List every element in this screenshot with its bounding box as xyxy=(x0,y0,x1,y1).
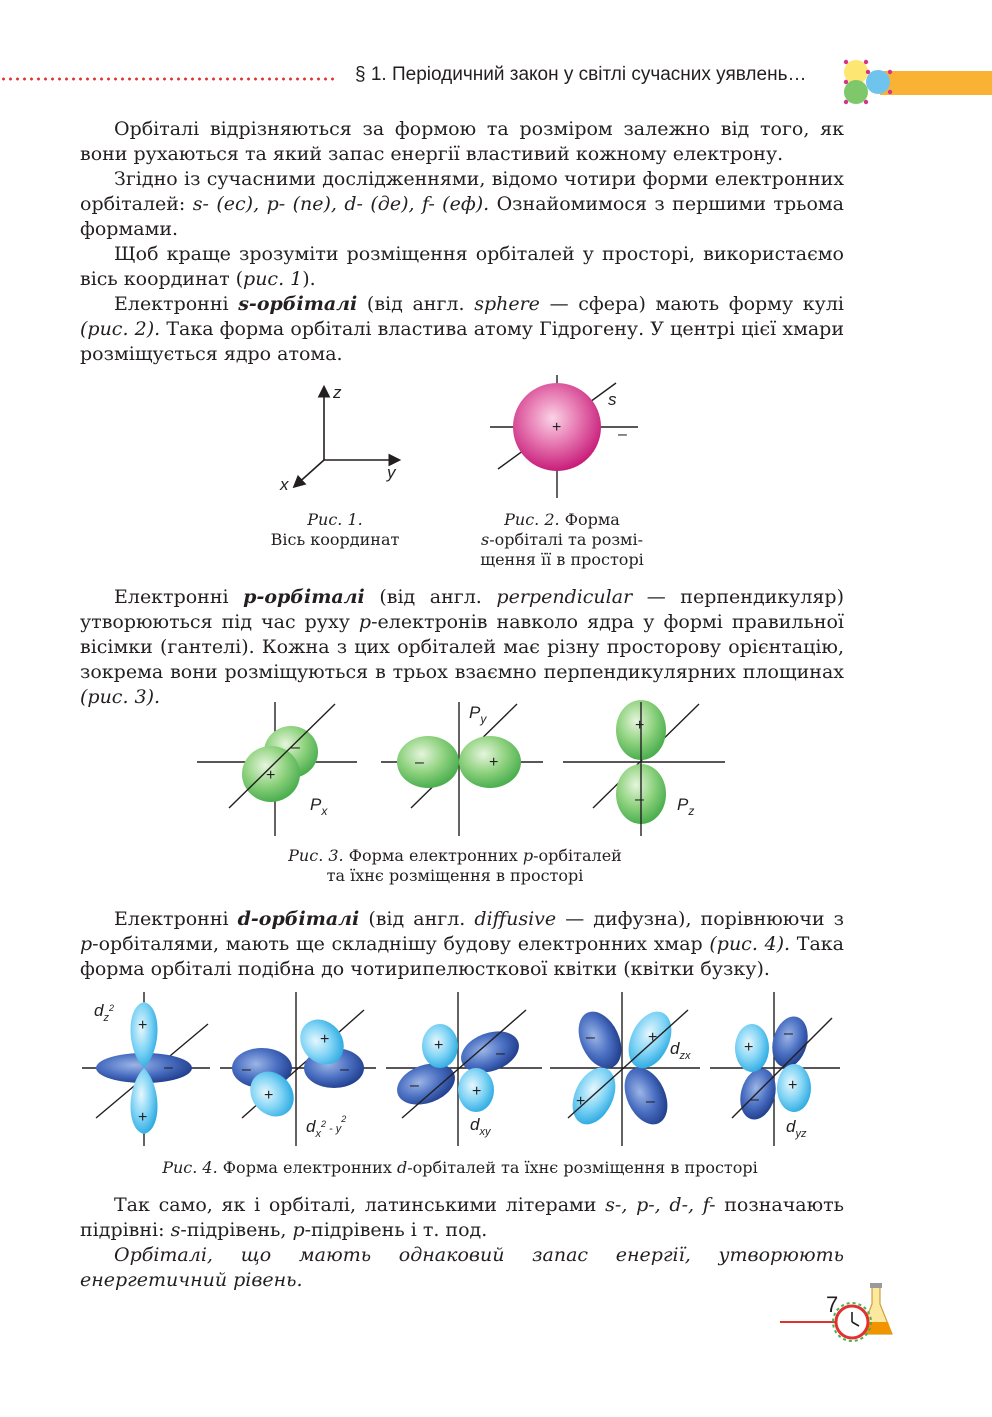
d-yz-orbital xyxy=(710,992,840,1146)
figure-1-caption: Рис. 1. Вісь координат xyxy=(270,510,400,549)
svg-text:Px: $P_x$ xyxy=(310,795,328,818)
svg-text:+: + xyxy=(320,1031,330,1048)
svg-text:+: + xyxy=(472,1083,482,1100)
paragraph-s-orbitals: Електронні s-орбіталі (від англ. sphere — сфера) мають форму кулі (рис. 2). Така форма орбіталі властива атому Гідрогену. У центрі цієї хмари розміщується ядро атома. xyxy=(80,293,844,365)
svg-text:dz2: $d_z^2$ xyxy=(94,1001,114,1024)
figure-3-p-orbitals xyxy=(195,700,735,840)
svg-text:Pz: $P_z$ xyxy=(677,795,695,818)
svg-text:+: + xyxy=(138,1109,148,1126)
svg-text:dyz: $d_{yz}$ xyxy=(786,1117,807,1140)
d-x2-y2-orbital xyxy=(220,992,376,1146)
d-z2-orbital xyxy=(82,992,210,1146)
clock-flask-icon xyxy=(832,1282,896,1342)
paragraph-sublevels: Так само, як і орбіталі, латинськими літерами s-, р-, d-, f- позначають підрівні: s-підрівень, р-підрівень і т. под. xyxy=(80,1194,844,1241)
svg-text:–: – xyxy=(784,1025,793,1042)
x-axis xyxy=(295,460,324,486)
paragraph-coordinate-axis: Щоб краще зрозуміти розміщення орбіталей у просторі, використаємо вісь координат (рис. 1). xyxy=(80,243,844,290)
svg-text:–: – xyxy=(340,1061,349,1078)
svg-text:+: + xyxy=(138,1017,148,1034)
paragraph-four-forms: Згідно із сучасними дослідженнями, відомо чотири форми електронних орбіталей: s- (ес), р- (пе), d- (де), f- (еф). Ознайомимося з першими трьома формами. xyxy=(80,168,845,240)
svg-text:–: – xyxy=(646,1093,655,1110)
page-number: 7 xyxy=(826,1292,839,1317)
header-dotted-line xyxy=(0,77,338,81)
svg-text:+: + xyxy=(489,754,499,771)
d-xy-orbital xyxy=(386,992,542,1146)
paragraph-p-orbitals: Електронні р-орбіталі (від англ. perpendicular — перпендикуляр) утворюються під час руху р-електронів навколо ядра у формі правильної вісімки (гантелі). Кожна з цих орбіталей має різну просторову орієнтацію, зокрема вони розміщуються в трьох взаємно перпендикулярних площинах (рис. 3). xyxy=(80,586,844,708)
svg-text:+: + xyxy=(744,1039,754,1056)
svg-text:+: + xyxy=(264,1087,274,1104)
svg-text:–: – xyxy=(242,1061,251,1078)
svg-text:–: – xyxy=(586,1029,595,1046)
p-y-orbital xyxy=(381,702,543,836)
y-axis-label: y xyxy=(387,463,396,482)
svg-text:+: + xyxy=(266,767,276,784)
figure-3-caption: Рис. 3. Форма електронних р-орбіталей та їхнє розміщення в просторі xyxy=(288,846,622,885)
svg-text:Py: $P_y$ xyxy=(469,703,487,726)
p-x-orbital xyxy=(197,702,357,836)
svg-text:–: – xyxy=(750,1091,759,1108)
molecule-logo-icon xyxy=(838,54,898,110)
svg-text:+: + xyxy=(788,1077,798,1094)
svg-text:+: + xyxy=(648,1029,658,1046)
svg-text:–: – xyxy=(635,791,644,808)
svg-text:dx2 - y2: $d_x^2$ $_-$ $y^2$ xyxy=(306,1114,347,1140)
figure-2-caption: Рис. 2. Форма s-орбіталі та розмі- щення її в просторі xyxy=(480,510,644,569)
paragraph-orbital-differences: Орбіталі відрізняються за формою та розміром залежно від того, як вони рухаються та який запас енергії властивий кожному електрону. xyxy=(80,118,844,165)
svg-text:+: + xyxy=(635,717,645,734)
svg-text:–: – xyxy=(291,739,300,756)
nucleus-plus-sign: + xyxy=(552,419,562,436)
svg-text:dxy: $d_{xy}$ xyxy=(470,1115,491,1138)
d-zx-orbital xyxy=(550,992,700,1146)
figure-2-s-orbital xyxy=(490,375,640,500)
svg-text:–: – xyxy=(415,754,424,771)
paragraph-energy-level-definition: Орбіталі, що мають однаковий запас енергії, утворюють енергетичний рівень. xyxy=(80,1244,844,1291)
figure-1-coordinate-axes xyxy=(275,380,405,500)
svg-text:dzx: $d_{zx}$ xyxy=(670,1039,691,1062)
x-axis-label: x xyxy=(280,475,289,494)
svg-text:+: + xyxy=(434,1037,444,1054)
z-axis-label: z xyxy=(333,383,342,402)
svg-text:–: – xyxy=(496,1045,505,1062)
svg-text:–: – xyxy=(410,1077,419,1094)
paragraph-d-orbitals: Електронні d-орбіталі (від англ. diffusive — дифузна), порівнюючи з р-орбіталями, мають ще складнішу будову електронних хмар (рис. 4). Така форма орбіталі подібна до чотирипелюсткової квітки (квітки бузку). xyxy=(80,908,844,980)
figure-4-caption: Рис. 4. Форма електронних d-орбіталей та їхнє розміщення в просторі xyxy=(162,1158,758,1177)
figure-4-d-orbitals xyxy=(80,990,842,1148)
p-z-orbital xyxy=(563,700,725,836)
svg-text:–: – xyxy=(164,1059,173,1076)
s-label: s xyxy=(608,390,617,409)
minus-sign: – xyxy=(618,426,627,443)
svg-text:+: + xyxy=(576,1093,586,1110)
running-header-title: § 1. Періодичний закон у світлі сучасних уявлень… xyxy=(355,64,807,85)
